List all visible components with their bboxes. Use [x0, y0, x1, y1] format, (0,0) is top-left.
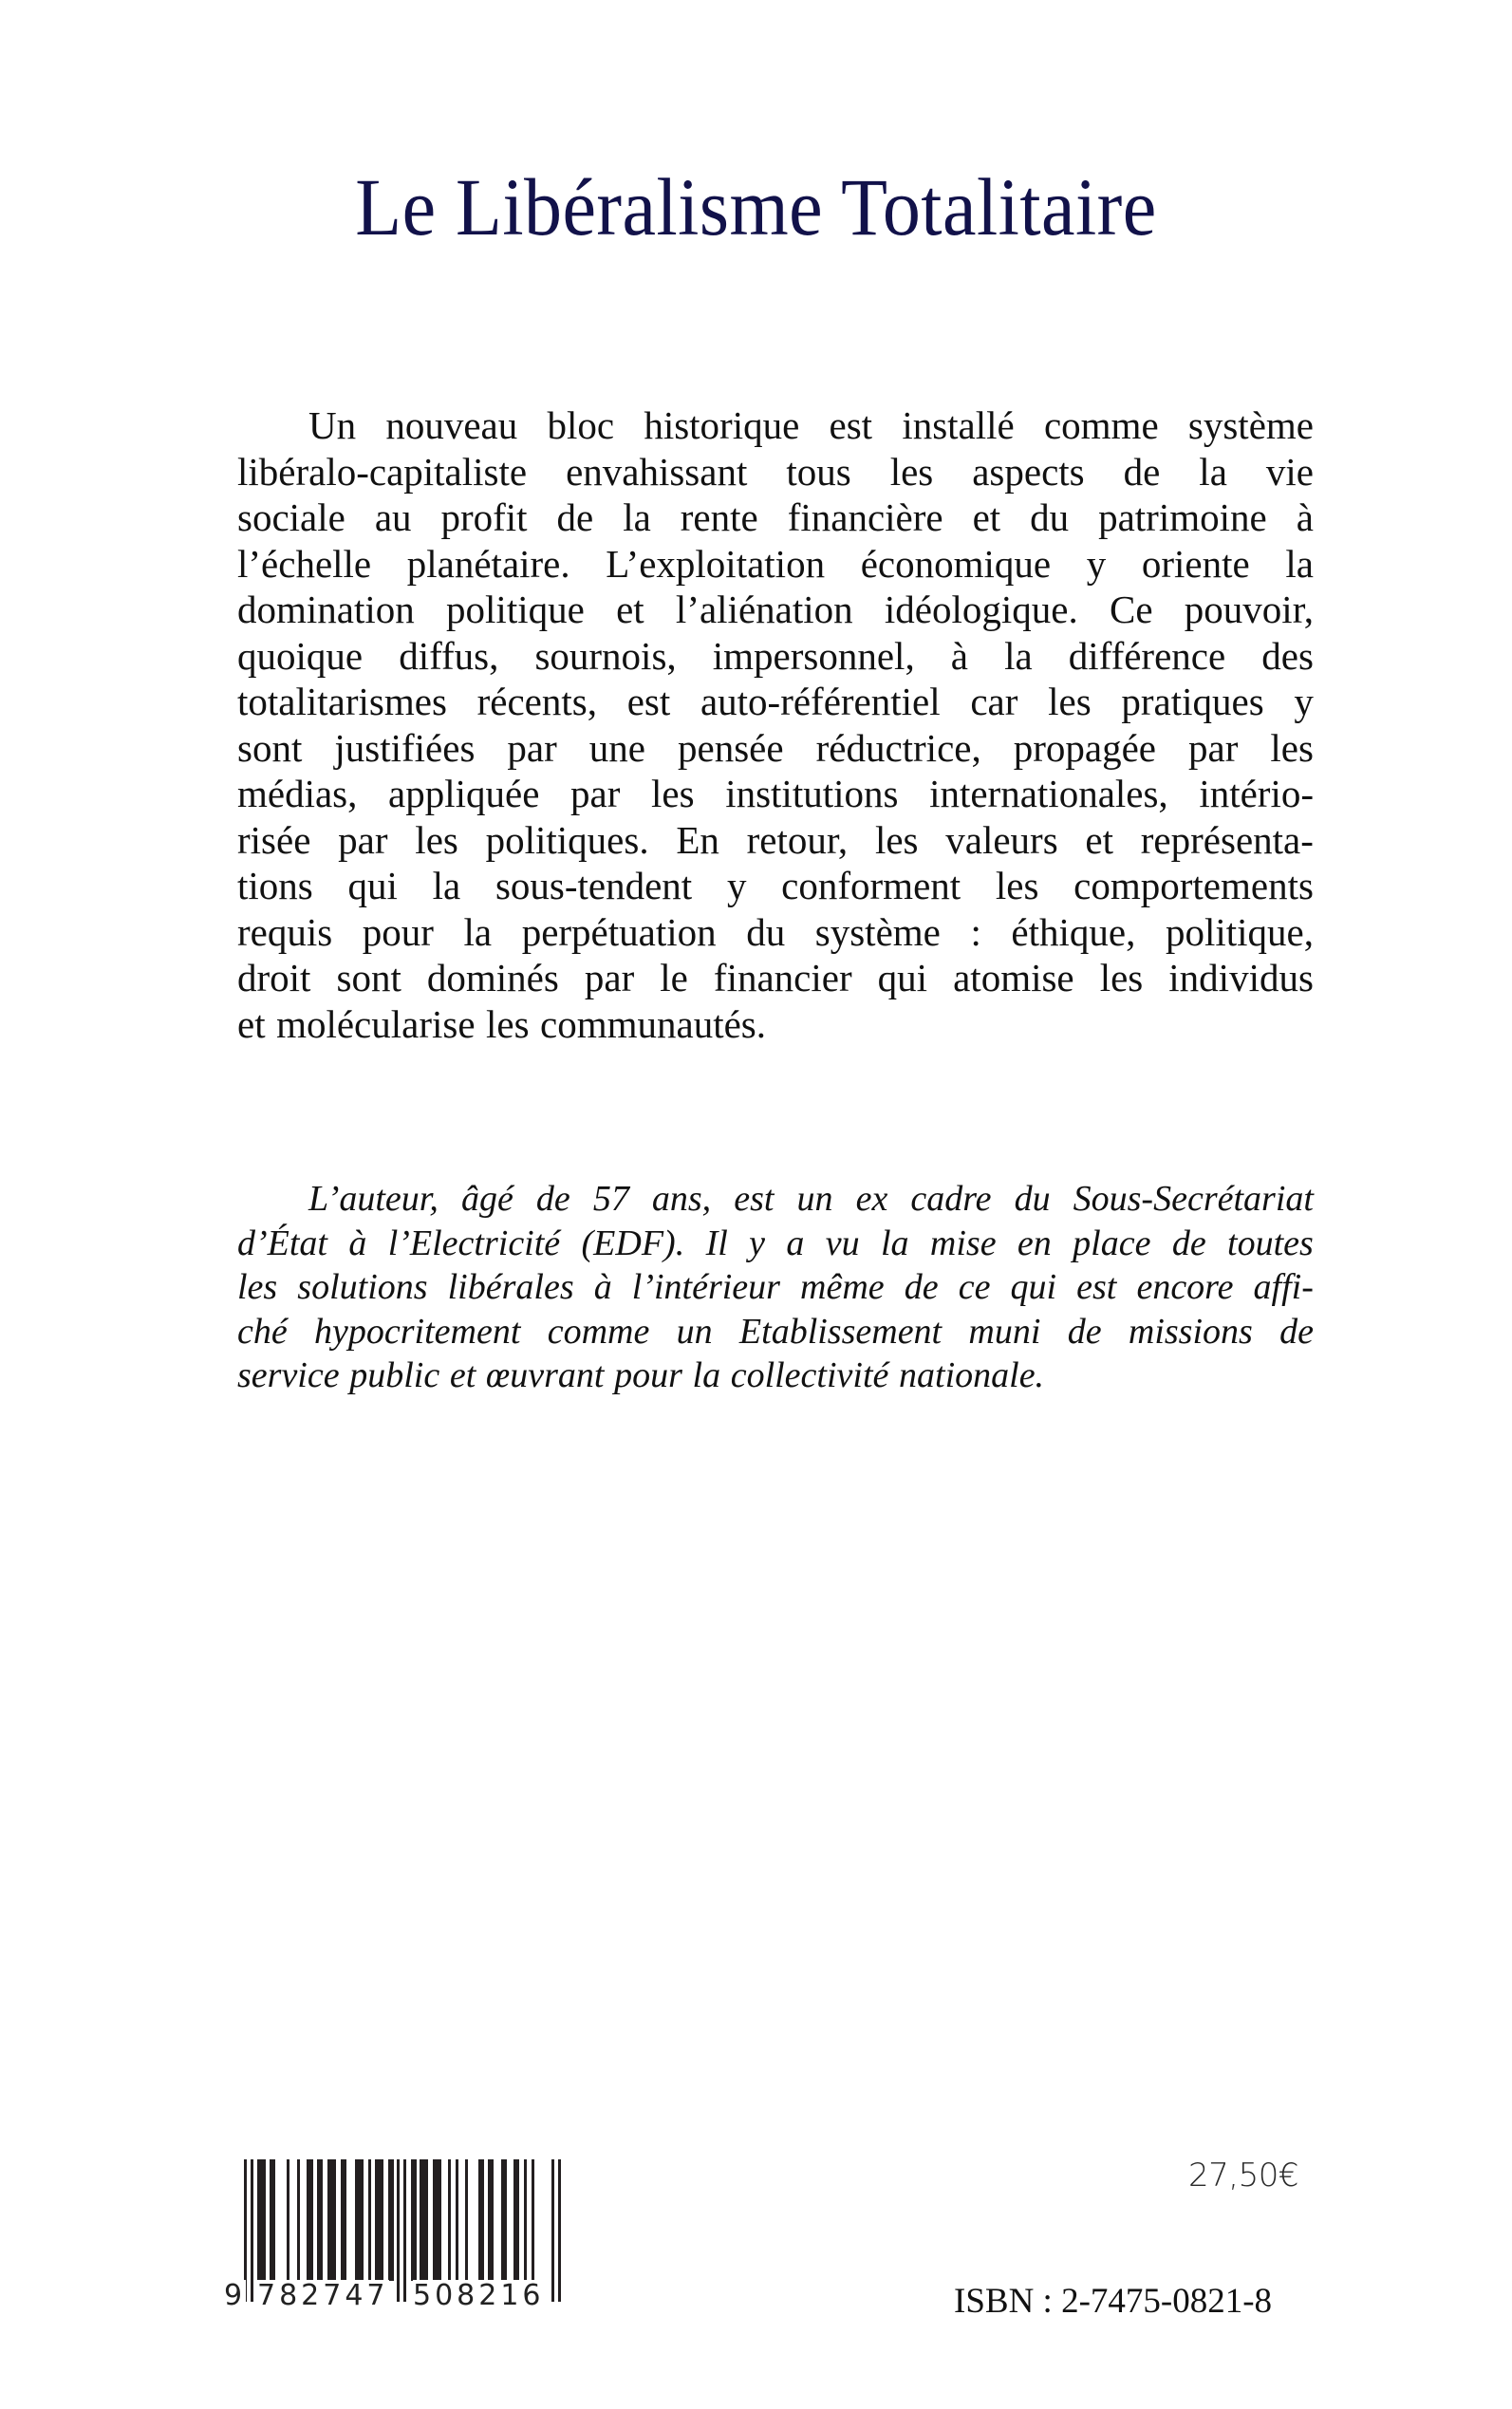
word: comme: [547, 1311, 650, 1352]
word: y: [726, 864, 747, 907]
word: médias,: [237, 772, 358, 815]
word: libérales: [447, 1267, 574, 1307]
word: Ce: [1109, 588, 1153, 631]
word: sournois,: [534, 633, 677, 678]
word: place: [1073, 1223, 1151, 1263]
word: au: [374, 495, 412, 539]
word: la: [1285, 541, 1314, 586]
word: pour: [614, 1355, 682, 1395]
word: est: [734, 1179, 775, 1219]
word: justifiées: [334, 725, 476, 770]
word: rente: [680, 495, 758, 539]
word: ché: [237, 1311, 288, 1352]
word: libéralo-capitaliste: [237, 449, 528, 494]
word: comportements: [1073, 864, 1314, 907]
word: la: [1004, 633, 1033, 678]
word: molécularise: [276, 1001, 476, 1046]
word: impersonnel,: [712, 633, 915, 678]
word: les: [237, 1267, 278, 1307]
word: historique: [644, 403, 800, 447]
word: économique: [860, 541, 1052, 586]
text-line: [237, 1310, 1314, 1354]
isbn-label: ISBN : 2-7475-0821-8: [954, 2282, 1273, 2321]
word: et: [972, 495, 1001, 539]
text-line: [237, 771, 1314, 817]
word: l’Electricité: [387, 1223, 561, 1263]
text-line: [237, 449, 1314, 495]
word: profit: [440, 495, 528, 539]
word: les: [1048, 680, 1092, 723]
word: du: [1030, 495, 1070, 539]
word: réductrice,: [815, 725, 981, 770]
text-line: [237, 909, 1314, 956]
price-label: 27,50€: [1188, 2157, 1298, 2194]
barcode-right-digits: 508216: [413, 2279, 545, 2312]
word: atomise: [953, 956, 1074, 999]
word: politique: [446, 588, 585, 631]
word: intério-: [1199, 772, 1314, 815]
word: sous-tendent: [495, 864, 693, 907]
word: appliquée: [388, 772, 540, 815]
word: Il: [705, 1223, 728, 1263]
word: représenta-: [1140, 817, 1314, 862]
word: comme: [1043, 403, 1159, 447]
word: individus: [1168, 956, 1314, 999]
word: ex: [855, 1179, 888, 1219]
word: qui: [877, 956, 928, 999]
word: de: [904, 1267, 939, 1307]
word: différence: [1068, 633, 1226, 678]
word: ce: [958, 1267, 991, 1307]
word: internationales,: [929, 772, 1168, 815]
word: qui: [347, 864, 398, 907]
text-line: [237, 402, 1314, 449]
word: qui: [1010, 1267, 1057, 1307]
word: et: [616, 588, 644, 631]
text-line: [237, 863, 1314, 909]
word: idéologique.: [884, 588, 1078, 631]
word: le: [660, 956, 688, 999]
word: L’auteur,: [308, 1179, 439, 1219]
text-line: [237, 1177, 1314, 1222]
word: les: [415, 817, 458, 862]
summary-paragraph: [237, 402, 1314, 1047]
word: muni: [968, 1311, 1041, 1352]
word: et: [449, 1355, 476, 1395]
word: par: [570, 772, 621, 815]
word: est: [1076, 1267, 1117, 1307]
book-title: Le Libéralisme Totalitaire: [355, 161, 1157, 252]
word: une: [588, 725, 645, 770]
word: Un: [308, 403, 357, 447]
text-line: [237, 725, 1314, 772]
text-line: [237, 587, 1314, 633]
word: la: [1199, 449, 1227, 494]
word: récents,: [476, 680, 597, 723]
word: d’État: [237, 1223, 327, 1263]
word: de: [556, 495, 594, 539]
word: système: [814, 909, 941, 954]
word: les: [889, 449, 934, 494]
word: les: [651, 772, 695, 815]
text-line: [237, 1222, 1314, 1266]
word: la: [692, 1355, 721, 1395]
word: toutes: [1227, 1223, 1314, 1263]
word: requis: [237, 909, 333, 954]
word: est: [829, 403, 873, 447]
word: (EDF).: [581, 1223, 685, 1263]
text-line: [237, 955, 1314, 1001]
word: droit: [237, 956, 311, 999]
word: la: [880, 1223, 909, 1263]
word: financière: [787, 495, 943, 539]
word: public: [349, 1355, 440, 1395]
barcode-lead-digit: 9: [224, 2279, 247, 2312]
word: nationale.: [899, 1355, 1045, 1395]
word: a: [786, 1223, 805, 1263]
word: perpétuation: [521, 909, 717, 954]
text-line: [237, 679, 1314, 725]
word: conforment: [781, 864, 961, 907]
word: aspects: [972, 449, 1085, 494]
word: de: [1279, 1311, 1314, 1352]
word: éthique,: [1011, 909, 1136, 954]
word: pratiques: [1121, 680, 1264, 723]
word: tous: [786, 449, 851, 494]
word: diffus,: [399, 633, 499, 678]
word: tions: [237, 864, 313, 907]
word: œuvrant: [485, 1355, 605, 1395]
word: institutions: [725, 772, 899, 815]
word: par: [338, 817, 388, 862]
word: envahissant: [566, 449, 748, 494]
word: en: [1017, 1223, 1052, 1263]
word: la: [432, 864, 461, 907]
text-line: [237, 817, 1314, 864]
word: à: [1296, 495, 1314, 539]
word: l’échelle: [237, 541, 372, 586]
word: de: [535, 1179, 570, 1219]
word: quoique: [237, 633, 364, 678]
word: domination: [237, 588, 415, 631]
word: sociale: [237, 495, 345, 539]
word: à: [348, 1223, 367, 1263]
word: les: [995, 864, 1039, 907]
word: système: [1187, 403, 1314, 447]
word: les: [1099, 956, 1144, 999]
word: service: [237, 1355, 340, 1395]
word: du: [1014, 1179, 1051, 1219]
word: mise: [929, 1223, 997, 1263]
word: bloc: [547, 403, 615, 447]
word: cadre: [910, 1179, 992, 1219]
word: par: [1188, 725, 1239, 770]
word: âgé: [460, 1179, 513, 1219]
word: des: [1261, 633, 1314, 678]
word: communautés.: [540, 1001, 766, 1046]
text-line: [237, 495, 1314, 541]
word: solutions: [297, 1267, 428, 1307]
word: nouveau: [385, 403, 518, 447]
word: auto-référentiel: [700, 680, 941, 723]
word: L’exploitation: [606, 541, 826, 586]
word: oriente: [1141, 541, 1250, 586]
word: un: [676, 1311, 713, 1352]
word: sont: [237, 725, 303, 770]
word: ans,: [651, 1179, 712, 1219]
word: hypocritement: [314, 1311, 521, 1352]
word: et: [237, 1001, 266, 1046]
word: de: [1067, 1311, 1102, 1352]
word: y: [1086, 541, 1107, 586]
text-line: [237, 1354, 1314, 1398]
word: dominés: [426, 956, 559, 999]
word: financier: [713, 956, 852, 999]
word: de: [1123, 449, 1161, 494]
word: planétaire.: [406, 541, 570, 586]
word: valeurs: [945, 817, 1058, 862]
word: totalitarismes: [237, 680, 447, 723]
text-line: [237, 633, 1314, 680]
word: Sous-Secrétariat: [1073, 1179, 1314, 1219]
word: l’aliénation: [675, 588, 853, 631]
word: risée: [237, 817, 311, 862]
word: vu: [825, 1223, 860, 1263]
text-line: [237, 1001, 1314, 1048]
word: missions: [1128, 1311, 1253, 1352]
word: :: [970, 909, 981, 954]
word: du: [746, 909, 786, 954]
barcode-left-digits: 782747: [257, 2279, 389, 2312]
word: pouvoir,: [1184, 588, 1314, 631]
word: installé: [902, 403, 1015, 447]
word: de: [1171, 1223, 1206, 1263]
word: affi-: [1253, 1267, 1314, 1307]
word: politique,: [1165, 909, 1314, 954]
word: un: [796, 1179, 833, 1219]
word: car: [970, 680, 1018, 723]
word: y: [1294, 680, 1314, 723]
word: politiques.: [485, 817, 649, 862]
word: sont: [336, 956, 401, 999]
author-bio-paragraph: [237, 1177, 1314, 1398]
word: propagée: [1013, 725, 1156, 770]
word: encore: [1136, 1267, 1234, 1307]
word: à: [593, 1267, 612, 1307]
word: est: [626, 680, 671, 723]
text-line: [237, 1265, 1314, 1310]
word: l’intérieur: [631, 1267, 780, 1307]
word: collectivité: [730, 1355, 889, 1395]
word: retour,: [746, 817, 849, 862]
word: la: [623, 495, 651, 539]
word: Etablissement: [738, 1311, 943, 1352]
word: vie: [1265, 449, 1314, 494]
word: patrimoine: [1098, 495, 1267, 539]
word: 57: [592, 1179, 629, 1219]
word: même: [800, 1267, 885, 1307]
word: pensée: [678, 725, 784, 770]
word: à: [950, 633, 968, 678]
word: et: [1085, 817, 1114, 862]
word: En: [676, 817, 719, 862]
word: les: [874, 817, 919, 862]
text-line: [237, 541, 1314, 588]
word: y: [749, 1223, 766, 1263]
word: les: [486, 1001, 530, 1046]
word: la: [463, 909, 493, 954]
word: par: [584, 956, 635, 999]
word: par: [507, 725, 557, 770]
word: pour: [362, 909, 434, 954]
word: les: [1270, 725, 1314, 770]
